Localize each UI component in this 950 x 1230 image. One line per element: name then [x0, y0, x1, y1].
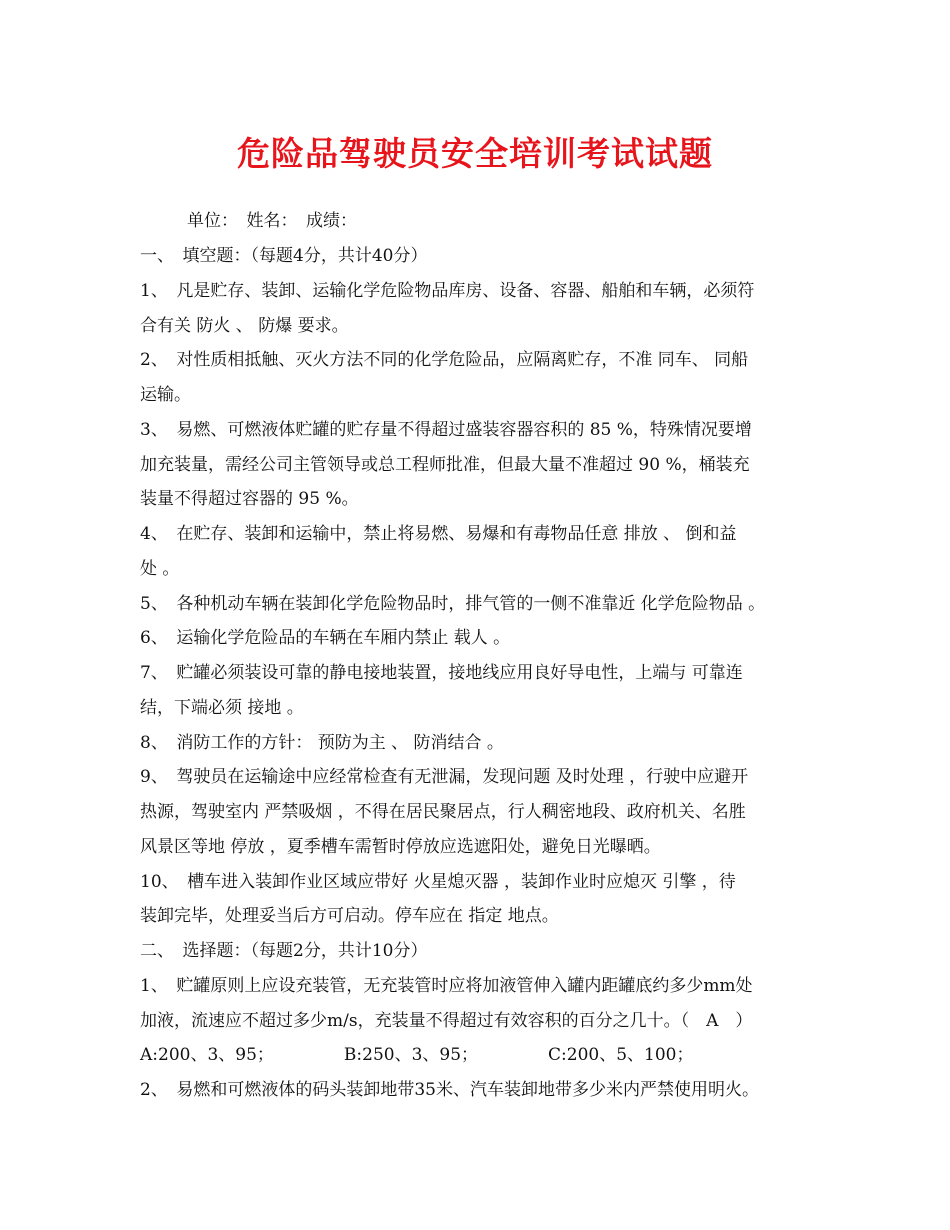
q4-line-2: 处 。 [140, 559, 180, 579]
option-a: A:200、3、95； [140, 1045, 274, 1065]
q2-line-1: 2、 对性质相抵触、灭火方法不同的化学危险品，应隔离贮存，不准 同车、 同船 [140, 350, 749, 370]
q7-line-1: 7、 贮罐必须装设可靠的静电接地装置，接地线应用良好导电性，上端与 可靠连 [140, 663, 743, 683]
s2-q2-line-1: 2、 易燃和可燃液体的码头装卸地带35米、汽车装卸地带多少米内严禁使用明火。 [140, 1080, 759, 1100]
q2-line-2: 运输。 [140, 385, 191, 405]
q10-line-1: 10、 槽车进入装卸作业区域应带好 火星熄灭器 ，装卸作业时应熄灭 引擎 ，待 [140, 872, 736, 892]
section1-heading: 一、 填空题：（每题4分，共计40分） [140, 246, 428, 266]
q10-line-2: 装卸完毕，处理妥当后方可启动。停车应在 指定 地点。 [140, 906, 559, 926]
q3-line-3: 装量不得超过容器的 95 %。 [140, 489, 359, 509]
s2-q1-options [140, 1044, 830, 1066]
q4-line-1: 4、 在贮存、装卸和运输中，禁止将易燃、易爆和有毒物品任意 排放 、 倒和益 [140, 524, 737, 544]
q7-line-2: 结，下端必须 接地 。 [140, 698, 304, 718]
q8-line-1: 8、 消防工作的方针： 预防为主 、 防消结合 。 [140, 733, 504, 753]
q9-line-1: 9、 驾驶员在运输途中应经常检查有无泄漏，发现问题 及时处理 ，行驶中应避开 [140, 767, 749, 787]
q1-line-2: 合有关 防火 、 防爆 要求。 [140, 316, 349, 336]
header-fields-line: 单位： 姓名： 成绩： [187, 211, 357, 231]
q5-line-1: 5、 各种机动车辆在装卸化学危险物品时，排气管的一侧不准靠近 化学危险物品 。 [140, 594, 766, 614]
q6-line-1: 6、 运输化学危险品的车辆在车厢内禁止 载人 。 [140, 628, 511, 648]
s2-q1-line-1: 1、 贮罐原则上应设充装管，无充装管时应将加液管伸入罐内距罐底约多少mm处 [140, 976, 753, 996]
option-c: C:200、5、100； [548, 1045, 694, 1065]
document-title: 危险品驾驶员安全培训考试试题 [237, 134, 713, 173]
section2-heading: 二、 选择题：（每题2分，共计10分） [140, 941, 428, 961]
s2-q1-line-2: 加液，流速应不超过多少m/s，充装量不得超过有效容积的百分之几十。（ A ） [140, 1011, 753, 1031]
option-b: B:250、3、95； [343, 1045, 479, 1065]
q3-line-2: 加充装量，需经公司主管领导或总工程师批准，但最大量不准超过 90 %，桶装充 [140, 455, 750, 475]
q3-line-1: 3、 易燃、可燃液体贮罐的贮存量不得超过盛装容器容积的 85 %，特殊情况要增 [140, 420, 752, 440]
q9-line-3: 风景区等地 停放 ，夏季槽车需暂时停放应选遮阳处，避免日光曝晒。 [140, 837, 661, 857]
q9-line-2: 热源，驾驶室内 严禁吸烟 ，不得在居民聚居点，行人稠密地段、政府机关、名胜 [140, 802, 746, 822]
q1-line-1: 1、 凡是贮存、装卸、运输化学危险物品库房、设备、容器、船舶和车辆，必须符 [140, 281, 755, 301]
